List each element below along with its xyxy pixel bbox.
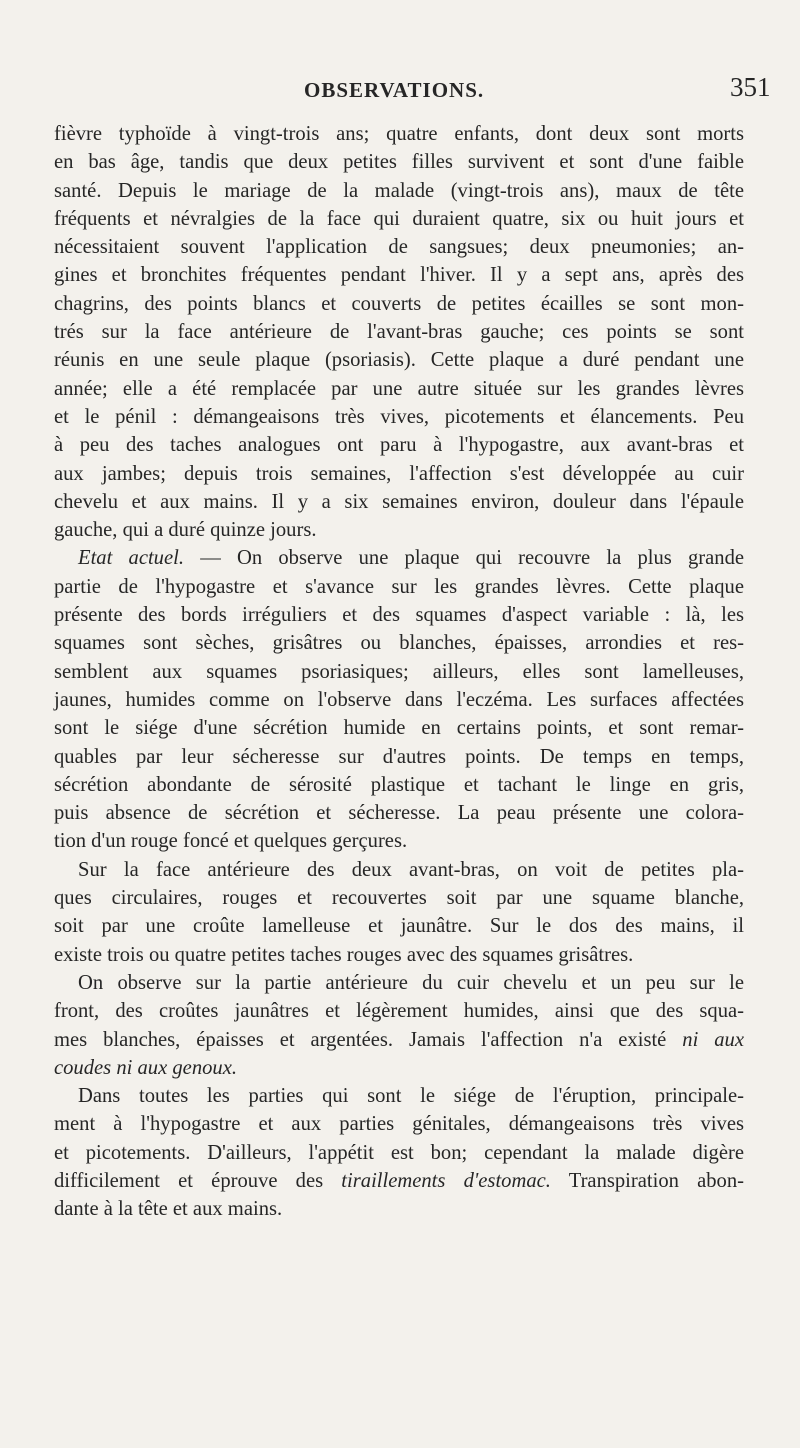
line-text: front, des croûtes jaunâtres et légèrement humides, ainsi que des squa- [54, 1000, 744, 1023]
running-head [0, 72, 800, 108]
line-text: fréquents et névralgies de la face qui duraient quatre, six ou huit jours et [54, 207, 744, 230]
text-line [54, 233, 744, 261]
line-text: tion d'un rouge foncé et quelques gerçures. [54, 830, 408, 853]
text-line [54, 884, 744, 912]
line-text: gauche, qui a duré quinze jours. [54, 519, 317, 542]
line-text: gines et bronchites fréquentes pendant l'hiver. Il y a sept ans, après des [54, 264, 744, 287]
italic-text: tiraillements d'estomac. [323, 1169, 551, 1192]
line-text: chevelu et aux mains. Il y a six semaines environ, douleur dans l'épaule [54, 490, 744, 513]
text-line [54, 261, 744, 289]
text-line [54, 997, 744, 1025]
line-text: à peu des taches analogues ont paru à l'hypogastre, aux avant-bras et [54, 434, 744, 457]
line-text: sécrétion abondante de sérosité plastique et tachant le linge en gris, [54, 773, 744, 796]
text-line [54, 205, 744, 233]
line-text: puis absence de sécrétion et sécheresse. La peau présente une colora- [54, 802, 744, 825]
line-text: dante à la tête et aux mains. [54, 1198, 283, 1221]
line-text: jaunes, humides comme on l'observe dans l'eczéma. Les surfaces affectées [54, 688, 744, 711]
line-text: aux jambes; depuis trois semaines, l'affection s'est développée au cuir [54, 462, 744, 485]
page-number: 351 [730, 72, 771, 102]
text-line [54, 658, 744, 686]
text-line [54, 290, 744, 318]
line-text: — On observe une plaque qui recouvre la plus grande [184, 547, 745, 570]
line-text: partie de l'hypogastre et s'avance sur les grandes lèvres. Cette plaque [54, 575, 744, 598]
line-text: année; elle a été remplacée par une autre située sur les grandes lèvres [54, 377, 744, 400]
text-line [54, 1054, 744, 1082]
line-text: Transpiration abon- [550, 1169, 744, 1192]
text-line [54, 1110, 744, 1138]
text-line [54, 912, 744, 940]
line-text: difficilement et éprouve des [54, 1169, 324, 1192]
text-line [54, 120, 744, 148]
line-text: squames sont sèches, grisâtres ou blanches, épaisses, arrondies et res- [54, 632, 744, 655]
line-text: ques circulaires, rouges et recouvertes soit par une squame blanche, [54, 887, 744, 910]
line-text: en bas âge, tandis que deux petites filles survivent et sont d'une faible [54, 151, 744, 174]
text-line [54, 1167, 744, 1195]
line-text: santé. Depuis le mariage de la malade (vingt-trois ans), maux de tête [54, 179, 744, 202]
text-line [54, 629, 744, 657]
text-line [54, 969, 744, 997]
text-line [54, 177, 744, 205]
body-text [54, 120, 744, 1224]
italic-text: coudes ni aux genoux. [54, 1056, 238, 1079]
text-line [54, 856, 744, 884]
text-line [54, 941, 744, 969]
line-text: Sur la face antérieure des deux avant-bras, on voit de petites pla- [78, 858, 744, 881]
line-text: mes blanches, épaisses et argentées. Jamais l'affection n'a existé [54, 1028, 667, 1051]
line-text: soit par une croûte lamelleuse et jaunâtre. Sur le dos des mains, il [54, 915, 744, 938]
text-line [54, 1195, 744, 1223]
text-line [54, 318, 744, 346]
text-line [54, 460, 744, 488]
line-text: quables par leur sécheresse sur d'autres points. De temps en temps, [54, 745, 744, 768]
text-line [54, 714, 744, 742]
text-line [54, 488, 744, 516]
text-line [54, 544, 744, 572]
text-line [54, 743, 744, 771]
text-line [54, 516, 744, 544]
line-text: fièvre typhoïde à vingt-trois ans; quatre enfants, dont deux sont morts [54, 123, 744, 145]
text-line [54, 375, 744, 403]
line-text: trés sur la face antérieure de l'avant-bras gauche; ces points se sont [54, 321, 744, 344]
text-line [54, 148, 744, 176]
text-line [54, 799, 744, 827]
running-title: OBSERVATIONS. [304, 78, 485, 102]
line-text: réunis en une seule plaque (psoriasis). Cette plaque a duré pendant une [54, 349, 744, 372]
line-text: présente des bords irréguliers et des squames d'aspect variable : là, les [54, 604, 744, 627]
text-line [54, 827, 744, 855]
text-line [54, 573, 744, 601]
line-text: nécessitaient souvent l'application de sangsues; deux pneumonies; an- [54, 236, 744, 259]
text-line [54, 686, 744, 714]
line-text: Dans toutes les parties qui sont le siége de l'éruption, principale- [78, 1085, 744, 1108]
line-text: sont le siége d'une sécrétion humide en certains points, et sont remar- [54, 717, 744, 740]
italic-text: ni aux [666, 1028, 744, 1051]
line-text: et picotements. D'ailleurs, l'appétit est bon; cependant la malade digère [54, 1141, 744, 1164]
text-line [54, 1026, 744, 1054]
text-line [54, 346, 744, 374]
line-text: On observe sur la partie antérieure du cuir chevelu et un peu sur le [78, 971, 744, 994]
line-text: et le pénil : démangeaisons très vives, picotements et élancements. Peu [54, 405, 744, 428]
line-text: chagrins, des points blancs et couverts de petites écailles se sont mon- [54, 292, 744, 315]
text-line [54, 601, 744, 629]
line-text: semblent aux squames psoriasiques; ailleurs, elles sont lamelleuses, [54, 660, 744, 683]
text-line [54, 1139, 744, 1167]
line-text: existe trois ou quatre petites taches rouges avec des squames grisâtres. [54, 943, 634, 966]
text-line [54, 431, 744, 459]
text-line [54, 1082, 744, 1110]
text-line [54, 771, 744, 799]
italic-text: Etat actuel. [78, 547, 184, 570]
text-line [54, 403, 744, 431]
line-text: ment à l'hypogastre et aux parties génitales, démangeaisons très vives [54, 1113, 744, 1136]
